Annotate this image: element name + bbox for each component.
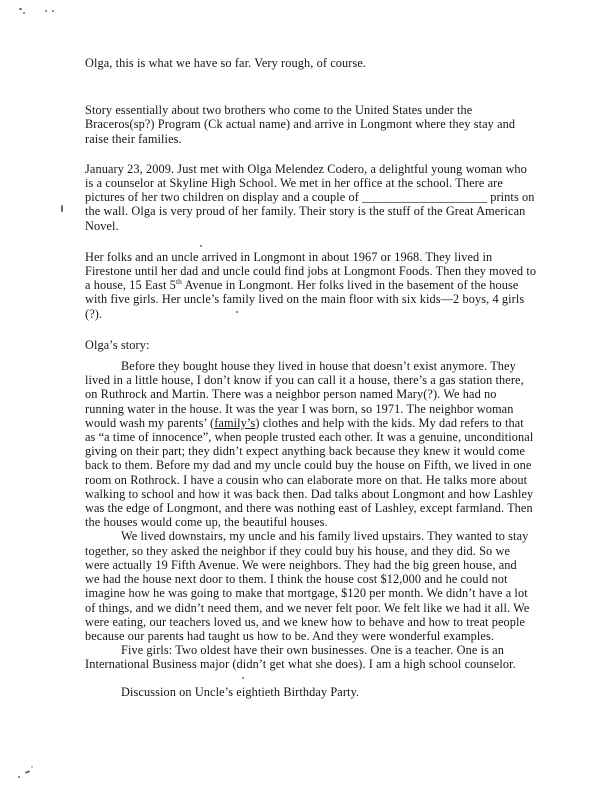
text-line: imagine how he was going to make that mortgage, $120 per month. We didn’t have a lot (85, 586, 528, 601)
text-line: were eating, our teachers loved us, and we knew how to behave and how to treat people (85, 614, 526, 629)
text-line: January 23, 2009. Just met with Olga Melendez Codero, a delightful young woman who (85, 161, 527, 176)
scan-artifact (52, 10, 54, 12)
text-line: a house, 15 East 5th Avenue in Longmont. Her folks lived in the basement of the house (85, 277, 519, 293)
scan-artifact (200, 245, 202, 247)
opening-note (85, 56, 560, 70)
text-line: Olga, this is what we have so far. Very rough, of course. (85, 56, 367, 70)
text-line: running water in the house. It was the year I was born, so 1971. The neighbor woman (85, 401, 514, 416)
text-line: with five girls. Her uncle’s family lived on the main floor with six kids—2 boys, 4 girls (85, 292, 525, 307)
discussion-note (85, 685, 560, 699)
text-line: is a counselor at Skyline High School. We met in her office at the school. There are (85, 176, 503, 191)
text-line: Before they bought house they lived in house that doesn’t exist anymore. They (121, 359, 516, 374)
family-arrival (85, 250, 560, 321)
olgas-story-heading (85, 338, 560, 352)
olgas-story-para-1 (85, 359, 560, 529)
text-line: International Business major (didn’t get what she does). I am a high school counselor. (85, 657, 516, 672)
text-line: we had the house next door to them. I think the house cost $12,000 and he could not (85, 572, 508, 587)
text-line: was the edge of Longmont, and there was nothing east of Lashley, except farmland. Then (85, 501, 533, 516)
scan-artifact (25, 770, 30, 774)
text-line: on Ruthrock and Martin. There was a neighbor person named Mary(?). We had no (85, 387, 497, 402)
scan-artifact (23, 12, 25, 14)
story-summary (85, 103, 560, 146)
text-line: walking to school and how it was back then. Dad talks about Longmont and how Lashley (85, 486, 534, 501)
text-line: together, so they asked the neighbor if they could buy his house, and they did. So we (85, 543, 510, 558)
text-line: the wall. Olga is very proud of her family. Their story is the stuff of the Great American (85, 204, 526, 219)
scan-artifact (31, 766, 33, 768)
text-line: room on Rothrock. I have a cousin who can elaborate more on that. He talks more about (85, 472, 528, 487)
scan-artifact (45, 10, 47, 12)
page-text (85, 56, 560, 699)
journal-entry-2009-01-23 (85, 162, 560, 233)
text-line: pictures of her two children on display and a couple of ____________________ prints on (85, 190, 535, 205)
scan-artifact (242, 677, 244, 679)
text-line: We lived downstairs, my uncle and his family lived upstairs. They wanted to stay (121, 529, 529, 544)
text-line: the houses would come up, the beautiful houses. (85, 515, 328, 530)
scan-artifact (19, 8, 22, 10)
text-line: because our parents had taught us how to be. And they were wonderful examples. (85, 628, 495, 643)
text-line: Her folks and an uncle arrived in Longmont in about 1967 or 1968. They lived in (85, 249, 493, 264)
scan-artifact (18, 776, 20, 778)
scan-artifact (236, 311, 238, 313)
text-line: Olga’s story: (85, 337, 150, 352)
text-line: Firestone until her dad and uncle could find jobs at Longmont Foods. Then they moved to (85, 264, 537, 279)
text-line: giving on their part; they didn’t expect anything back because they knew it would come (85, 444, 526, 459)
text-line: Five girls: Two oldest have their own businesses. One is a teacher. One is an (121, 643, 504, 658)
text-line: back to them. Before my dad and my uncle could buy the house on Fifth, we lived in one (85, 458, 532, 473)
text-line: Story essentially about two brothers who come to the United States under the (85, 103, 473, 118)
text-line: Novel. (85, 218, 119, 233)
text-line: would wash my parents’ (family’s) clothes and help with the kids. My dad refers to that (85, 415, 524, 430)
text-line: (?). (85, 306, 103, 321)
text-line: Braceros(sp?) Program (Ck actual name) and arrive in Longmont where they stay and (85, 117, 516, 132)
text-line: of things, and we didn’t need them, and we never felt poor. We felt like we had it all. We (85, 600, 530, 615)
text-line: lived in a little house, I don’t know if you can call it a house, there’s a gas station there, (85, 373, 524, 388)
text-line: as “a time of innocence”, when people trusted each other. It was a genuine, unconditional (85, 430, 534, 445)
text-line: were actually 19 Fifth Avenue. We were neighbors. They had the big green house, and (85, 557, 517, 572)
text-line: raise their families. (85, 131, 182, 146)
text-line: Discussion on Uncle’s eightieth Birthday Party. (121, 684, 360, 699)
olgas-story-para-2 (85, 529, 560, 643)
olgas-story-para-3 (85, 643, 560, 671)
scan-artifact (61, 205, 63, 212)
